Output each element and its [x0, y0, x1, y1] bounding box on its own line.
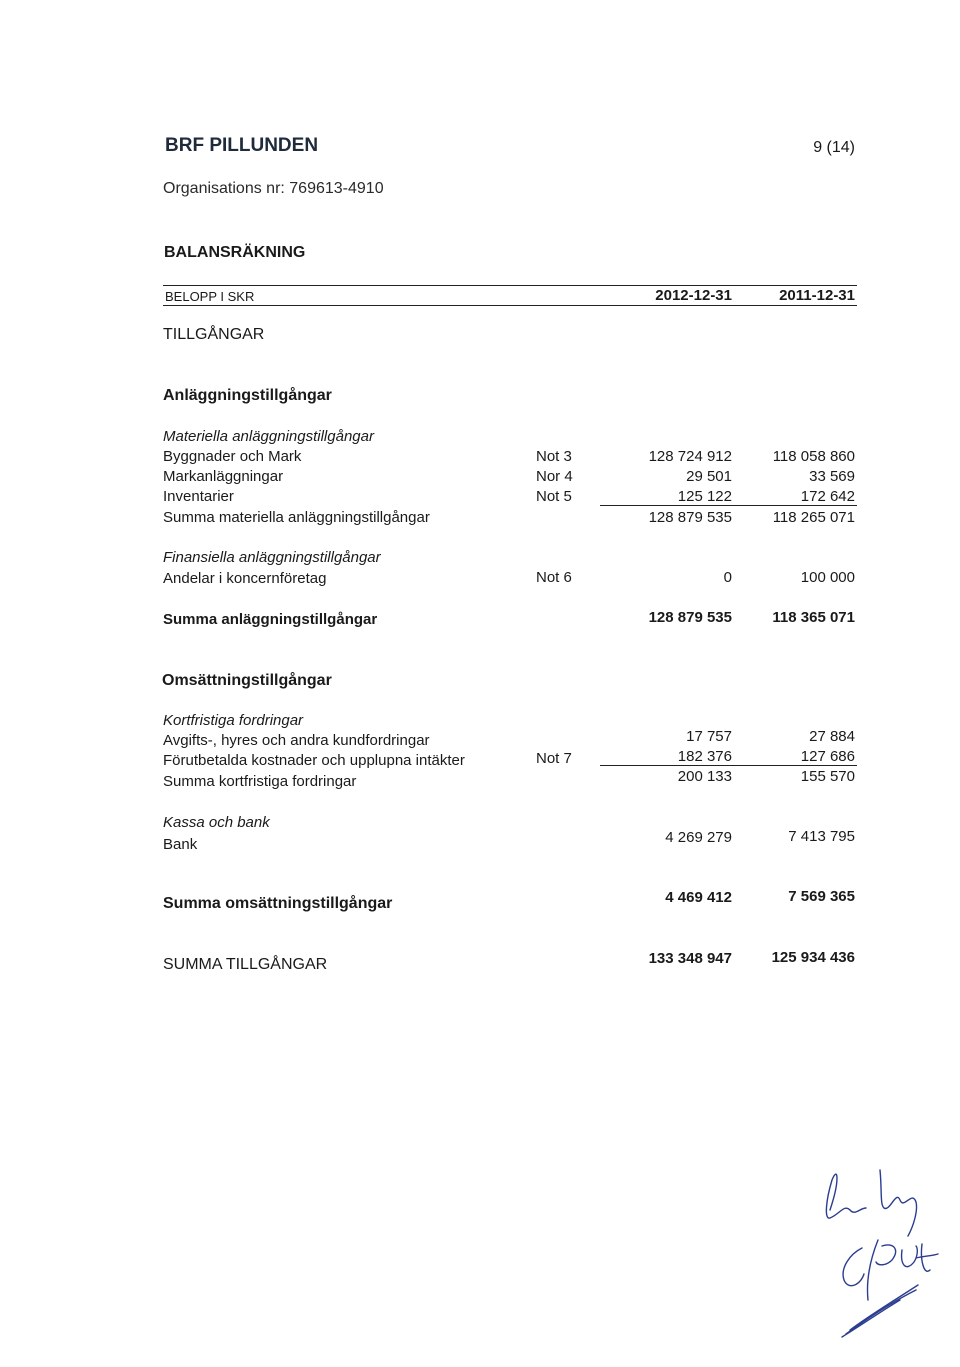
column-header-label: BELOPP I SKR — [165, 289, 255, 304]
total-value-year-2: 125 934 436 — [771, 949, 855, 966]
column-header-year-2: 2011-12-31 — [779, 287, 855, 304]
row-value-year-2: 100 000 — [800, 569, 855, 586]
organisation-number: Organisations nr: 769613-4910 — [163, 180, 384, 197]
row-label: Andelar i koncernföretag — [163, 570, 327, 587]
subsection-kassa-och-bank: Kassa och bank — [163, 814, 270, 831]
sum-label: Summa materiella anläggningstillgångar — [163, 509, 430, 526]
total-label: SUMMA TILLGÅNGAR — [163, 956, 328, 973]
row-note: Not 7 — [536, 750, 572, 767]
company-name: BRF PILLUNDEN — [165, 135, 319, 156]
row-note: Not 6 — [536, 569, 572, 586]
column-header-rule-top — [163, 285, 857, 286]
column-header-rule-bottom — [163, 305, 857, 306]
sum-label: Summa anläggningstillgångar — [163, 611, 378, 628]
sum-value-year-1: 128 879 535 — [648, 609, 732, 626]
sum-value-year-2: 118 265 071 — [772, 509, 855, 526]
row-label: Förutbetalda kostnader och upplupna intäkter — [163, 752, 465, 769]
row-label: Inventarier — [163, 488, 234, 505]
sum-rule — [600, 505, 857, 506]
row-value-year-1: 0 — [723, 569, 732, 586]
row-value-year-1: 182 376 — [677, 748, 732, 765]
row-value-year-2: 27 884 — [809, 728, 855, 745]
row-label: Byggnader och Mark — [163, 448, 302, 465]
column-header-year-1: 2012-12-31 — [655, 287, 732, 304]
row-value-year-2: 127 686 — [800, 748, 855, 765]
sum-rule — [600, 765, 857, 766]
sum-value-year-2: 155 570 — [800, 768, 855, 785]
row-value-year-1: 17 757 — [686, 728, 732, 745]
document-title: BALANSRÄKNING — [164, 244, 306, 261]
row-value-year-1: 125 122 — [677, 488, 732, 505]
handwritten-signature — [800, 1150, 940, 1340]
row-note: Not 3 — [536, 448, 572, 465]
sum-value-year-1: 200 133 — [677, 768, 732, 785]
sum-label: Summa omsättningstillgångar — [163, 895, 393, 912]
row-value-year-2: 33 569 — [809, 468, 855, 485]
page-number: 9 (14) — [813, 139, 855, 156]
row-value-year-2: 7 413 795 — [788, 828, 855, 845]
row-value-year-1: 29 501 — [686, 468, 732, 485]
sum-value-year-2: 118 365 071 — [772, 609, 855, 626]
sum-value-year-1: 4 469 412 — [665, 889, 732, 906]
row-value-year-1: 4 269 279 — [665, 829, 732, 846]
row-label: Avgifts-, hyres och andra kundfordringar — [163, 732, 430, 749]
row-value-year-1: 128 724 912 — [648, 448, 732, 465]
sum-label: Summa kortfristiga fordringar — [163, 773, 357, 790]
section-anlaggningstillgangar: Anläggningstillgångar — [163, 387, 332, 404]
total-value-year-1: 133 348 947 — [648, 950, 732, 967]
sum-value-year-1: 128 879 535 — [648, 509, 732, 526]
section-tillgangar: TILLGÅNGAR — [163, 326, 265, 343]
row-note: Nor 4 — [536, 468, 573, 485]
row-value-year-2: 118 058 860 — [772, 448, 855, 465]
row-label: Markanläggningar — [163, 468, 284, 485]
row-value-year-2: 172 642 — [800, 488, 855, 505]
section-omsattningstillgangar: Omsättningstillgångar — [162, 672, 332, 689]
sum-value-year-2: 7 569 365 — [788, 888, 855, 905]
subsection-kortfristiga: Kortfristiga fordringar — [163, 712, 304, 729]
subsection-finansiella: Finansiella anläggningstillgångar — [163, 549, 381, 566]
row-label: Bank — [163, 836, 198, 853]
subsection-materiella: Materiella anläggningstillgångar — [163, 428, 374, 445]
row-note: Not 5 — [536, 488, 572, 505]
